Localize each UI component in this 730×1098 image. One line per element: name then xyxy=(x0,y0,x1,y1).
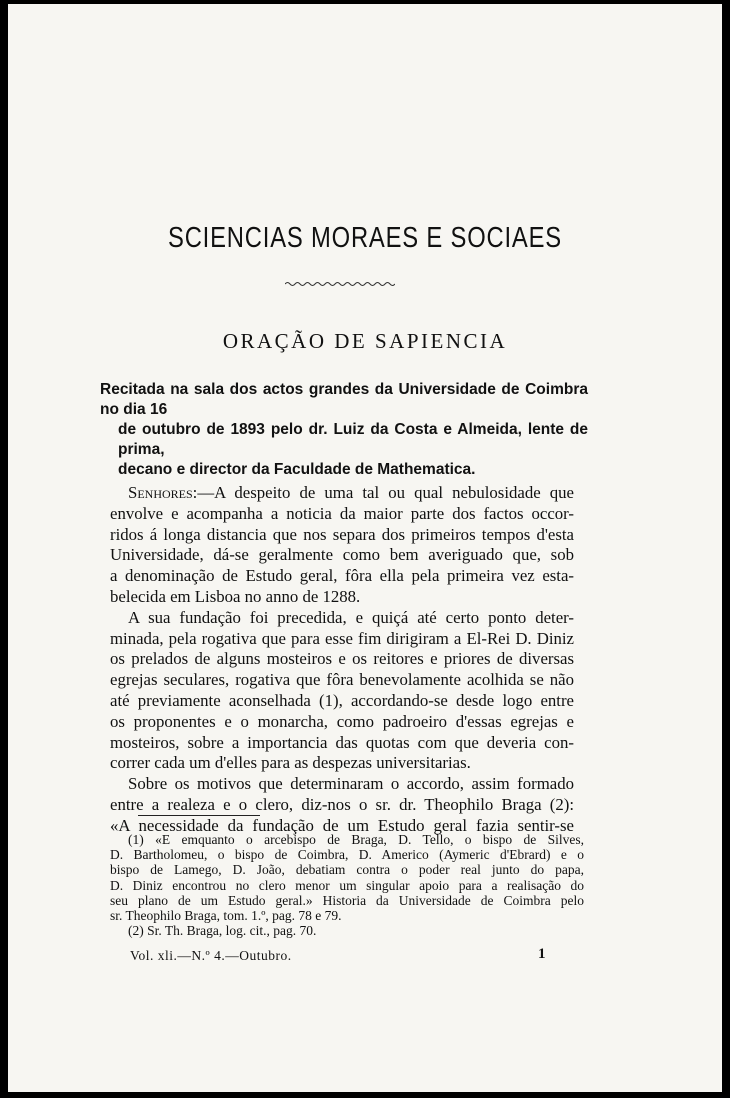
subtitle-line: de outubro de 1893 pelo dr. Luiz da Costa e Almeida, lente de prima, xyxy=(118,421,588,458)
body-line: envolve e acompanha a noticia da maior parte dos factos occor- xyxy=(110,503,574,523)
footnote-line: seu plano de um Estudo geral.» Historia da Universidade de Coimbra pelo xyxy=(110,892,584,908)
body-line: os proponentes e o monarcha, como padroeiro d'essas egrejas e xyxy=(110,711,574,731)
salutation: Senhores: xyxy=(128,483,198,502)
body-line: Universidade, dá-se geralmente como bem averiguado que, sob xyxy=(110,545,574,565)
subtitle-line: Recitada na sala dos actos grandes da Universidade de Coimbra no dia 16 xyxy=(100,381,588,418)
footnote-line: D. Bartholomeu, o bispo de Coimbra, D. Americo (Aymeric d'Ebrard) e o xyxy=(110,847,584,863)
body-line: Senhores:—A despeito de uma tal ou qual nebulosidade que xyxy=(128,483,574,502)
footnote-line: (1) «E emquanto o arcebispo de Braga, D. Tello, o bispo de Silves, xyxy=(128,832,584,847)
body-line: A sua fundação foi precedida, e quiçá até certo ponto deter- xyxy=(128,607,574,627)
body-line: ridos á longa distancia que nos separa dos primeiros tempos d'esta xyxy=(110,524,574,544)
body-line: entre a realeza e o clero, diz-nos o sr. dr. Theophilo Braga (2): xyxy=(110,794,574,814)
body-line: correr cada um d'elles para as despezas universitarias. xyxy=(110,753,471,773)
book-page xyxy=(8,4,722,1092)
body-line: egrejas seculares, rogativa que fôra benevolamente acolhida se não xyxy=(110,670,574,690)
footnote-line: bispo de Lamego, D. João, debatiam contra o poder real junto do papa, xyxy=(110,862,584,878)
page-number: 1 xyxy=(538,946,546,962)
body-line: a denominação de Estudo geral, fôra ella pela primeira vez esta- xyxy=(110,566,574,586)
article-subtitle xyxy=(100,380,588,480)
body-line: até previamente aconselhada (1), accordando-se desde logo entre xyxy=(110,690,574,710)
body-line: os prelados de alguns mosteiros e os reitores e priores de diversas xyxy=(110,649,574,669)
footnotes xyxy=(110,832,584,938)
body-text xyxy=(110,483,574,837)
body-line: minada, pela rogativa que para esse fim dirigiram a El-Rei D. Diniz xyxy=(110,628,574,648)
footnote-rule xyxy=(138,815,260,816)
footnote-line: (2) Sr. Th. Braga, log. cit., pag. 70. xyxy=(128,923,317,939)
article-title: ORAÇÃO DE SAPIENCIA xyxy=(222,329,508,353)
subtitle-line: decano e director da Faculdade de Mathematica. xyxy=(118,461,476,478)
volume-footer: Vol. xli.—N.º 4.—Outubro. xyxy=(130,948,292,963)
ornament-divider xyxy=(285,280,395,288)
footnote-line: sr. Theophilo Braga, tom. 1.º, pag. 78 e 79. xyxy=(110,908,342,924)
body-line: belecida em Lisboa no anno de 1288. xyxy=(110,586,361,606)
body-line: mosteiros, sobre a importancia das quotas com que deveria con- xyxy=(110,732,574,752)
section-title: SCIENCIAS MORAES E SOCIAES xyxy=(168,222,562,254)
body-line: «A necessidade da fundação de um Estudo geral fazia sentir-se xyxy=(110,815,574,835)
body-line: Sobre os motivos que determinaram o accordo, assim formado xyxy=(128,774,574,794)
footnote-line: D. Diniz encontrou no clero menor um singular apoio para a realisação do xyxy=(110,877,584,893)
